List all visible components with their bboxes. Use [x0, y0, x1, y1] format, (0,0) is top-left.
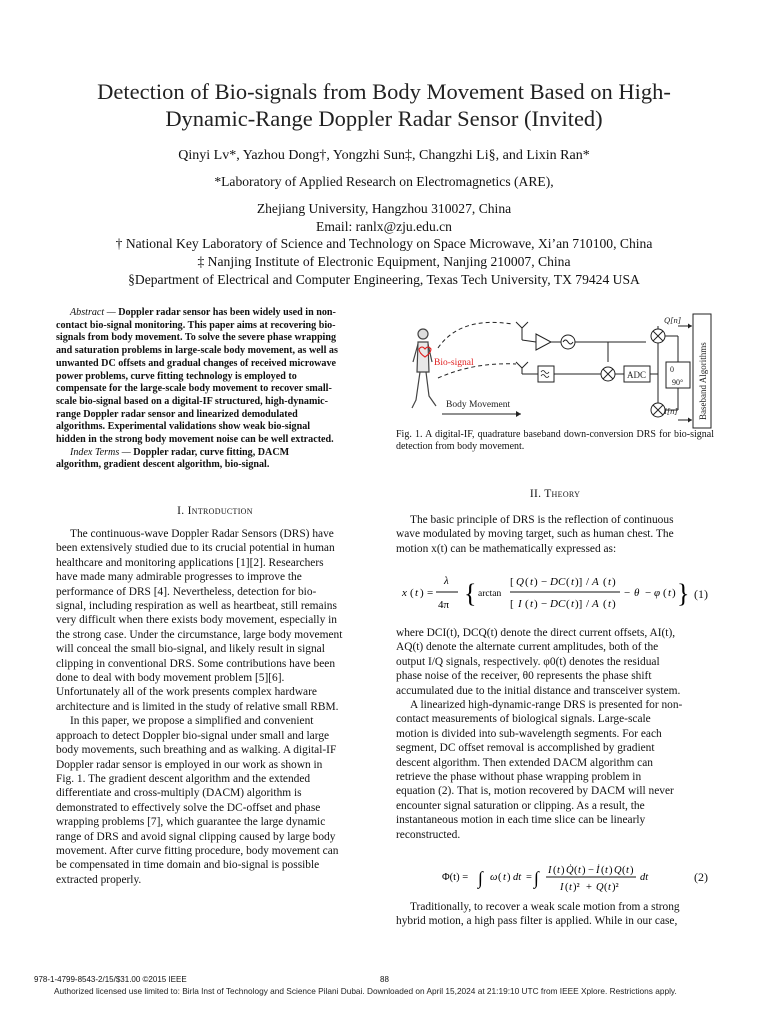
svg-text:t: t	[569, 882, 572, 893]
svg-text:t: t	[571, 576, 575, 588]
svg-text:t: t	[608, 598, 612, 610]
affiliation: *Laboratory of Applied Research on Electromagnetics (ARE),	[214, 174, 554, 189]
svg-text:t: t	[608, 882, 611, 893]
svg-text:t: t	[503, 872, 506, 883]
svg-text:dt: dt	[640, 872, 649, 883]
svg-text:(: (	[553, 865, 557, 876]
svg-text:t: t	[668, 587, 672, 599]
svg-text:[: [	[510, 576, 514, 588]
svg-text:∫: ∫	[534, 868, 539, 888]
svg-text:): )	[561, 865, 565, 876]
svg-text:}: }	[677, 579, 690, 608]
svg-text:): )	[609, 865, 613, 876]
theory-body	[396, 626, 714, 842]
svg-text:(: (	[525, 598, 529, 610]
svg-text:)²: )²	[573, 882, 580, 893]
svg-text:θ: θ	[634, 587, 640, 599]
svg-text:t: t	[530, 576, 534, 588]
affiliation: Zhejiang University, Hangzhou 310027, China	[256, 201, 512, 216]
page-number: 88	[380, 975, 389, 984]
rx-antenna-icon	[516, 362, 528, 374]
svg-text:−: −	[624, 587, 631, 599]
svg-text:=: =	[526, 872, 532, 883]
svg-text:−: −	[541, 576, 548, 588]
svg-text:[: [	[510, 598, 514, 610]
introduction-body	[56, 527, 374, 887]
svg-text:/: /	[586, 576, 590, 588]
theory-paragraph-4: Traditionally, to recover a weak scale motion from a strong hybrid motion, a high pass filter is applied. While in our case,	[396, 901, 680, 928]
paragraph: where DCI(t), DCQ(t) denote the direct current offsets, AI(t), AQ(t) denote the alternate current amplitudes, both of the output I/Q signals, respectively. φ0(t) denotes the residual phase noise of the receiver, θ0 represents the phase shift accumulated due to the initial distance and transceiver system.	[396, 627, 681, 697]
figure-1-diagram	[396, 312, 716, 430]
affiliation: ‡ Nanjing Institute of Electronic Equipment, Nanjing 210007, China	[197, 254, 571, 269]
svg-text:t: t	[571, 598, 575, 610]
svg-text:+: +	[586, 882, 592, 893]
i-output-label: I[n]	[664, 406, 678, 416]
svg-text:): )	[534, 576, 538, 588]
svg-text:{: {	[464, 579, 477, 608]
svg-text:(: (	[498, 872, 502, 883]
affiliation: † National Key Laboratory of Science and Technology on Space Microwave, Xi’an 710100, China	[115, 236, 653, 251]
body-movement-label: Body Movement	[446, 400, 511, 410]
svg-text:): )	[612, 576, 616, 588]
filter-icon	[538, 366, 554, 382]
svg-text:t: t	[530, 598, 534, 610]
svg-text:φ: φ	[654, 587, 661, 599]
person-figure	[412, 329, 436, 408]
svg-text:=: =	[427, 587, 434, 599]
svg-text:−: −	[588, 865, 594, 876]
svg-text:): )	[612, 598, 616, 610]
svg-text:(: (	[604, 882, 608, 893]
svg-text:)²: )²	[612, 882, 619, 893]
svg-text:)]: )]	[575, 576, 583, 588]
abstract: Abstract — Doppler radar sensor has been widely used in non- contact bio-signal monitoring. This paper aims at recovering bio- signals from body movement. To solve the severe phase wrapping and saturation problems in large-scale body movement, as well as unwanted DC offsets and gradual changes of received microwave power problems, curve fitting technology is employed to compensate for the large-scale body movement to recover small- scale bio-signal based on a digital-IF structured, high-dynamic- range Doppler radar sensor and linearized demodulated algorithms. Experimental validations show weak bio-signal hidden in the strong body movement noise can be well extracted. Index Terms — Doppler radar, curve fitting, DACM algorithm, gradient descent algorithm, bio-signal.	[56, 307, 374, 472]
q-output-label: Q[n]	[664, 315, 682, 325]
svg-text:(: (	[566, 576, 570, 588]
svg-text:dt: dt	[513, 872, 522, 883]
tx-antenna-icon	[516, 322, 528, 340]
svg-text:90°: 90°	[672, 378, 684, 387]
svg-text:I: I	[560, 882, 564, 893]
svg-text:−: −	[645, 587, 652, 599]
svg-text:): )	[507, 872, 511, 883]
svg-text:(: (	[601, 865, 605, 876]
index-terms: Index Terms — Doppler radar, curve fitting, DACM	[70, 446, 290, 458]
svg-text:∫: ∫	[478, 868, 483, 888]
svg-text:Q̇: Q̇	[566, 865, 574, 876]
mixer-icon	[601, 367, 615, 381]
svg-text:ω: ω	[490, 872, 498, 883]
svg-text:A: A	[592, 598, 599, 610]
section-heading-theory: II. Theory	[529, 488, 581, 500]
svg-text:(: (	[603, 576, 607, 588]
equation-2-number: (2)	[694, 870, 708, 884]
theory-paragraph-1: The basic principle of DRS is the reflection of continuous wave modulated by moving target, such as human chest. The motion x(t) can be mathematically expressed as:	[396, 514, 674, 555]
svg-text:DC: DC	[550, 598, 566, 610]
svg-text:Q: Q	[516, 576, 524, 588]
footer-isbn: 978-1-4799-8543-2/15/$31.00 ©2015 IEEE	[34, 975, 187, 984]
svg-text:): )	[672, 587, 676, 599]
svg-text:(: (	[622, 865, 626, 876]
equation-1	[398, 566, 688, 620]
section-heading-introduction: I. Introduction	[177, 505, 253, 517]
svg-text:4π: 4π	[438, 599, 450, 611]
svg-text:(: (	[603, 598, 607, 610]
svg-text:t: t	[557, 865, 560, 876]
svg-text:I: I	[548, 865, 552, 876]
svg-text:): )	[582, 865, 586, 876]
title-line: Detection of Bio-signals from Body Movement Based on High-	[97, 79, 671, 104]
title-line: Dynamic-Range Doppler Radar Sensor (Invited)	[165, 106, 603, 131]
svg-text:(: (	[525, 576, 529, 588]
svg-text:(: (	[565, 882, 569, 893]
svg-text:İ: İ	[596, 865, 600, 876]
paragraph: A linearized high-dynamic-range DRS is presented for non- contact measurements of biological signals. Large-scale motion is divided into sub-wavelength segments. For each segment, DC offset removal is accomplished by gradient descent algorithm. Then extended DACM algorithm can retrieve the phase without phase wrapping problem in equation (2). That is, motion recovered by DACM will never encounter signal saturation or clipping. As a result, the instantaneous motion in each time slice can be linearly reconstructed.	[396, 699, 683, 841]
svg-text:Q: Q	[614, 865, 622, 876]
svg-text:arctan: arctan	[478, 589, 502, 599]
baseband-label: Baseband Algorithms	[698, 342, 708, 420]
affiliation: §Department of Electrical and Computer Engineering, Texas Tech University, TX 79424 USA	[128, 272, 640, 287]
figure-1-caption: Fig. 1. A digital-IF, quadrature baseband down-conversion DRS for bio-signal detection from body movement.	[396, 429, 714, 453]
svg-text:t: t	[608, 576, 612, 588]
svg-text:(: (	[663, 587, 667, 599]
affiliation-email: Email: ranlx@zju.edu.cn	[316, 219, 452, 234]
svg-text:t: t	[415, 587, 419, 599]
svg-text:Φ(t) =: Φ(t) =	[442, 872, 469, 883]
svg-text:x: x	[402, 587, 407, 599]
adc-label: ADC	[627, 370, 647, 380]
svg-text:(: (	[410, 587, 414, 599]
svg-text:(: (	[566, 598, 570, 610]
svg-text:−: −	[541, 598, 548, 610]
svg-text:t: t	[626, 865, 629, 876]
svg-text:λ: λ	[444, 575, 449, 587]
svg-text:0: 0	[670, 365, 674, 374]
abstract-label: Abstract —	[70, 307, 116, 318]
svg-text:): )	[420, 587, 424, 599]
svg-text:t: t	[578, 865, 581, 876]
svg-text:A: A	[592, 576, 599, 588]
svg-text:Q: Q	[596, 882, 604, 893]
paragraph: In this paper, we propose a simplified and convenient approach to detect Doppler bio-signal under small and large body movements, such breathing and as walking. A digital-IF Doppler radar sensor is employed in our work as shown in Fig. 1. The gradient descent algorithm and the extended differentiate and cross-multiply (DACM) algorithm is demonstrated to effectively solve the DC-offset and phase wrapping problems [7], which guarantee the large dynamic range of DRS and avoid signal clipping caused by large body movement. After curve fitting procedure, body movement can be compensated in time domain and bio-signal is possible extracted properly.	[56, 715, 339, 886]
svg-text:I: I	[518, 598, 522, 610]
amplifier-icon	[536, 334, 551, 350]
equation-1-number: (1)	[694, 587, 708, 601]
footer-license-notice: Authorized licensed use limited to: Birla Inst of Technology and Science Pilani Dubai. Downloaded on April 15,2024 at 21:19:10 UTC from IEEE Xplore. Restrictions apply.	[54, 986, 677, 996]
svg-text:t: t	[605, 865, 608, 876]
svg-text:): )	[630, 865, 634, 876]
paragraph: The continuous-wave Doppler Radar Sensors (DRS) have been extensively studied due to its crucial potential in human healthcare and monitoring applications [1][2]. Researchers have made many admirable progresses to improve the performance of DRS [4]. Nevertheless, detection for bio- signal, including respiration as well as heartbeat, still remains very difficult when there exists body movement, especially in the strong case. Under the circumstance, large body movement will conceal the small bio-signal, and likely result in signal clipping in conventional DRS. Some contributions have been done to deal with body movement problem [5][6]. Unfortunately all of the work presents complex hardware architecture and is limited in the study of relative small RBM.	[56, 528, 343, 713]
svg-text:DC: DC	[550, 576, 566, 588]
paper-title	[40, 78, 728, 132]
author-list: Qinyi Lv*, Yazhou Dong†, Yongzhi Sun‡, Changzhi Li§, and Lixin Ran*	[178, 148, 590, 163]
svg-text:(: (	[574, 865, 578, 876]
svg-text:/: /	[586, 598, 590, 610]
equation-2	[440, 858, 670, 898]
svg-text:)]: )]	[575, 598, 583, 610]
svg-text:): )	[534, 598, 538, 610]
bio-signal-label: Bio-signal	[434, 358, 474, 368]
